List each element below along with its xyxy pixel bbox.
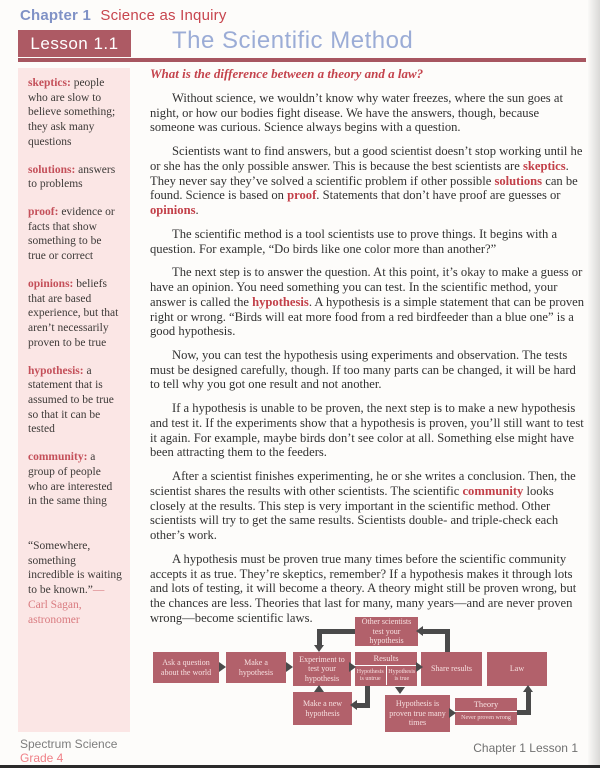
arrow-experiment-to-results-icon (349, 662, 356, 672)
flow-box-ask-question: Ask a question about the world (153, 652, 219, 683)
vocab-keyword: opinions (150, 203, 196, 218)
vocab-definition: evidence or facts that show something to be true or correct (28, 206, 115, 263)
body-paragraph: Without science, we wouldn’t know why water freezes, where the sun goes at night, or how our bodies fight disease. We have the answers, though, because someone was curious. Science always begins with a question. (150, 91, 563, 135)
vocab-item (28, 450, 122, 509)
vocab-term: community: (28, 451, 88, 464)
arrow-newhyp-to-experiment-icon (314, 685, 324, 692)
arrow-ask-to-make-icon (219, 662, 226, 672)
lesson-body (150, 66, 586, 635)
body-paragraph: Now, you can test the hypothesis using experiments and observation. The tests must be designed carefully, though. If too many parts can be changed, it will be hard to tell why you got one result and not another. (150, 348, 576, 392)
arrow-results-to-share-icon (416, 662, 423, 672)
flow-results-header: Results (355, 652, 417, 666)
arrow-true-to-proventrue-icon (395, 687, 405, 694)
vocab-term: solutions: (28, 163, 76, 176)
vocab-definition: beliefs that are based experience, but that aren’t necessarily proven to be true (28, 277, 119, 349)
vocab-item (28, 76, 122, 150)
vocab-definition: a statement that is assumed to be true so that it can be tested (28, 364, 114, 436)
body-paragraph: Scientists want to find answers, but a good scientist doesn’t stop working until he or she has the only possible answer. This is because the best scientists are skeptics. They never say they’ve solved a scientific problem if other possible solutions can be found. Science is based on proof. Statements that don’t have proof are guesses or opinions. (150, 144, 583, 218)
vocab-keyword: community (462, 483, 524, 498)
body-paragraph: If a hypothesis is unable to be proven, the next step is to make a new hypothesis and test it. If the experiments show that a hypothesis is proven, you’ll still want to test it again. For example, maybe birds don’t see color at all. Something else might have been attracting them to the feeders. (150, 401, 584, 460)
body-paragraphs (150, 91, 586, 626)
vocab-item (28, 277, 122, 351)
question-heading: What is the difference between a theory and a law? (150, 66, 424, 81)
arrow-other-to-experiment-icon (314, 645, 324, 652)
vocab-item (28, 163, 122, 192)
flow-sub-hypothesis-true: Hypothesis is true (386, 666, 418, 685)
vocab-keyword: skeptics (522, 158, 566, 173)
arrow-untrue-to-newhyp-hline (357, 703, 370, 708)
flow-box-theory (455, 698, 517, 725)
arrow-make-to-experiment-icon (286, 662, 293, 672)
footer-left (20, 737, 117, 766)
vocab-keyword: hypothesis (252, 294, 309, 309)
vocab-keyword: solutions (494, 173, 543, 188)
chapter-label: Chapter 1 (20, 7, 91, 24)
body-paragraph: The next step is to answer the question. At this point, it’s okay to make a guess or have an opinion. You need something you can test. In the scientific method, your answer is called the hypothesis. A hypothesis is a simple statement that can be proven right or wrong. “Birds will eat more food from a red birdfeeder than a blue one” is a good hypothesis. (150, 265, 585, 339)
arrow-share-to-other-hline (423, 629, 450, 634)
flow-box-proven-true: Hypothesis is proven true many times (385, 695, 450, 732)
header-rule (18, 58, 586, 62)
lesson-title: The Scientific Method (172, 27, 414, 54)
flow-box-make-hypothesis: Make a hypothesis (226, 652, 286, 683)
footer-grade: Grade 4 (20, 751, 64, 766)
vocab-definition: a group of people who are interested in the same thing (28, 451, 113, 508)
flow-sub-never-proven-wrong: Never proven wrong (455, 711, 517, 724)
vocabulary-sidebar (18, 68, 130, 732)
flow-box-other-scientists: Other scientists test your hypothesis (355, 617, 418, 646)
chapter-title: Science as Inquiry (100, 7, 227, 24)
arrow-other-to-experiment-vline (317, 629, 322, 646)
sidebar-quote (28, 539, 122, 627)
body-paragraph: A hypothesis must be proven true many times before the scientific community accepts it as true. They’re skeptics, remember? If a hypothesis makes it through lots and lots of testing, it will become a theory. A theory might still be proven wrong, but the chances are less. Theories that last for many, many years—and are never proven wrong—become scientific laws. (150, 551, 577, 625)
flow-box-experiment: Experiment to test your hypothesis (293, 652, 351, 686)
body-paragraph: The scientific method is a tool scientists use to prove things. It begins with a question. For example, “Do birds like one color more than another?” (150, 226, 558, 256)
arrow-other-to-experiment-hline (317, 629, 355, 634)
vocab-definition: people who are slow to believe something; they ask many questions (28, 77, 116, 148)
flow-theory-header: Theory (473, 699, 499, 709)
vocab-term: opinions: (28, 277, 74, 290)
body-paragraph: After a scientist finishes experimenting, he or she writes a conclusion. Then, the scientist shares the results with other scientists. The scientific community looks closely at the results. This step is very important in the scientific method. Other scientists will try to get the same results. Scientists double- and triple-check each other’s work. (150, 469, 576, 543)
vocab-keyword: proof (287, 188, 317, 203)
arrow-untrue-to-newhyp-icon (350, 700, 357, 710)
arrow-share-to-other-icon (416, 626, 423, 636)
flow-box-results (355, 652, 417, 686)
page-edge-shadow (588, 0, 600, 768)
vocab-term: hypothesis: (28, 364, 84, 377)
quote-text: “Somewhere, something incredible is waiting to be known.” (28, 539, 122, 597)
footer-chapter-lesson: Chapter 1 Lesson 1 (473, 741, 578, 755)
flow-box-make-new-hypothesis: Make a new hypothesis (293, 692, 352, 725)
vocab-item (28, 205, 122, 264)
quote-attribution: —Carl Sagan, astronomer (28, 584, 105, 626)
vocab-list (28, 76, 122, 509)
lesson-banner: Lesson 1.1 (18, 30, 131, 57)
arrow-theory-to-law-icon (523, 685, 533, 692)
scientific-method-flowchart (150, 616, 594, 742)
flow-box-share-results: Share results (421, 652, 482, 686)
vocab-term: skeptics: (28, 77, 71, 89)
footer-series: Spectrum Science (20, 737, 118, 751)
arrow-proventrue-to-theory-icon (449, 708, 456, 718)
vocab-term: proof: (28, 206, 59, 219)
flow-box-law: Law (487, 652, 547, 686)
vocab-item (28, 364, 122, 438)
flow-sub-hypothesis-untrue: Hypothesis is untrue (356, 669, 384, 682)
chapter-header (20, 7, 227, 24)
vocab-definition: answers to problems (28, 163, 116, 191)
arrow-theory-to-law-vline (526, 691, 531, 715)
